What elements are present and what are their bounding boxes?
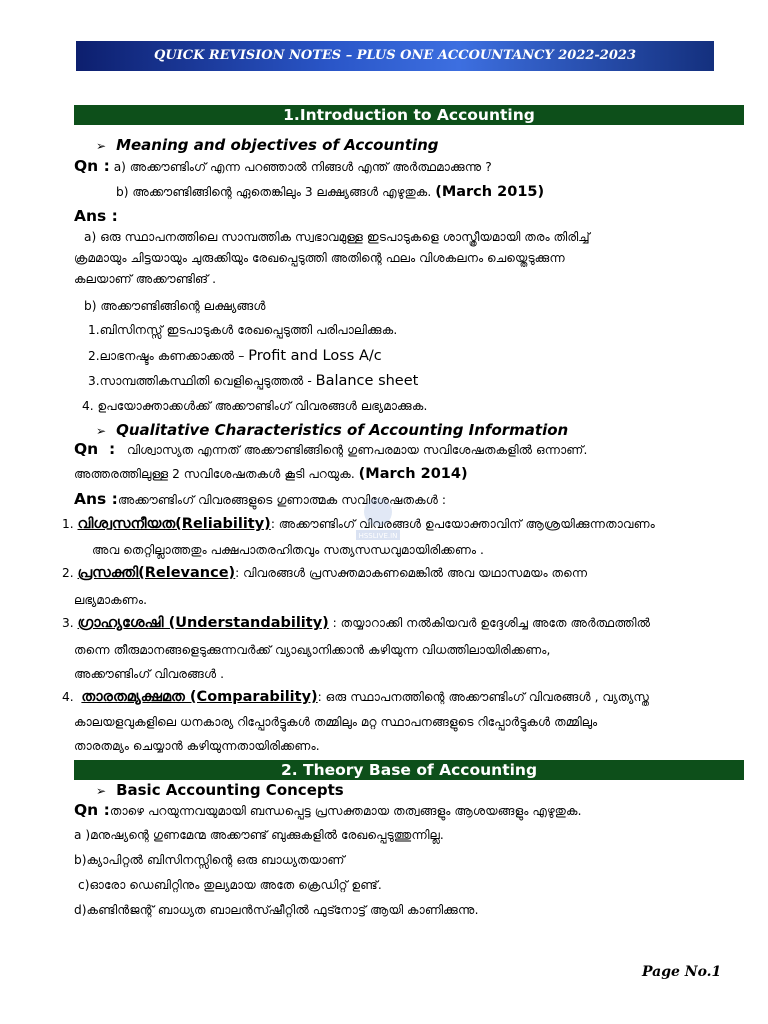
page-number: Page No.1: [642, 964, 722, 980]
arrow-bullet-icon: ➢: [96, 424, 107, 438]
header-banner: QUICK REVISION NOTES – PLUS ONE ACCOUNTANCY 2022-2023: [76, 41, 714, 71]
answer-label-1: Ans :: [74, 207, 118, 225]
section-2-question: Qn :താഴെ പറയുന്നവയുമായി ബന്ധപ്പെട്ട പ്രസക്തമായ തത്വങ്ങളും ആശയങ്ങളും എഴുതുക.: [74, 801, 582, 819]
section-1-title: 1.Introduction to Accounting: [74, 105, 744, 125]
answer-a-line-2: ക്രമമായും ചിട്ടയായും ചുരുക്കിയും രേഖപ്പെടുത്തി അതിന്റെ ഫലം വിശകലനം ചെയ്തെടുക്കുന്ന: [74, 251, 565, 265]
subheading-meaning: ➢ Meaning and objectives of Accounting: [96, 136, 439, 154]
objective-4: 4. ഉപയോക്താക്കൾക്ക് അക്കൗണ്ടിംഗ് വിവരങ്ങൾ ലഭ്യമാക്കുക.: [82, 399, 428, 413]
characteristic-3-line-3: അക്കൗണ്ടിംഗ് വിവരങ്ങൾ .: [74, 667, 225, 681]
characteristic-2-line-2: ലഭ്യമാകണം.: [74, 593, 147, 607]
subheading-qualitative: ➢ Qualitative Characteristics of Accounting Information: [96, 421, 569, 439]
answer-2-heading: Ans :അക്കൗണ്ടിംഗ് വിവരങ്ങളുടെ ഗുണാത്മക സവിശേഷതകൾ :: [74, 490, 446, 508]
characteristic-4: 4. താരതമ്യക്ഷമത (Comparability): ഒരു സ്ഥാപനത്തിന്റെ അക്കൗണ്ടിംഗ് വിവരങ്ങൾ , വ്യത്യസ്ത: [62, 689, 650, 705]
objective-2: 2.ലാഭനഷ്ടം കണക്കാക്കൽ – Profit and Loss A/c: [88, 348, 382, 364]
characteristic-1-line-2: അവ തെറ്റില്ലാത്തതും പക്ഷപാതരഹിതവും സത്യസന്ധവുമായിരിക്കണം .: [92, 543, 484, 557]
question-1b: b) അക്കൗണ്ടിങ്ങിന്റെ ഏതെങ്കിലും 3 ലക്ഷ്യങ്ങൾ എഴുതുക. (March 2015): [116, 184, 545, 200]
question-2-line-1: Qn : വിശ്വാസ്യത എന്നത് അക്കൗണ്ടിങ്ങിന്റെ ഗുണപരമായ സവിശേഷതകളിൽ ഒന്നാണ്.: [74, 440, 588, 458]
concept-c: c)ഓരോ ഡെബിറ്റിനും തുല്യമായ അതേ ക്രെഡിറ്റ് ഉണ്ട്.: [78, 878, 382, 892]
concept-b: b)ക്യാപിറ്റൽ ബിസിനസ്സിന്റെ ഒരു ബാധ്യതയാണ്: [74, 853, 345, 867]
objective-3: 3.സാമ്പത്തികസ്ഥിതി വെളിപ്പെടുത്തൽ - Balance sheet: [88, 373, 419, 389]
characteristic-3-line-2: തന്നെ തീരുമാനങ്ങളെടുക്കുന്നവർക്ക് വ്യാഖ്യാനിക്കാൻ കഴിയുന്ന വിധത്തിലായിരിക്കണം,: [74, 643, 551, 657]
arrow-bullet-icon: ➢: [96, 784, 107, 798]
section-2-title: 2. Theory Base of Accounting: [74, 760, 744, 780]
question-2-line-2: അത്തരത്തിലുള്ള 2 സവിശേഷതകൾ കൂടി പറയുക. (March 2014): [74, 466, 468, 482]
concept-d: d)കണ്ടിൻജന്റ് ബാധ്യത ബാലൻസ്ഷീറ്റിൽ ഫുട്നോട്ട് ആയി കാണിക്കുന്നു.: [74, 903, 479, 917]
concept-a: a )മനുഷ്യന്റെ ഗുണമേന്മ അക്കൗണ്ട് ബുക്കുകളിൽ രേഖപ്പെടുത്തുന്നില്ല.: [74, 828, 444, 842]
question-1a: Qn : a) അക്കൗണ്ടിംഗ് എന്ന പറഞ്ഞാൽ നിങ്ങൾ എന്ത് അർത്ഥമാക്കുന്നു ?: [74, 157, 492, 175]
answer-a-line-3: കലയാണ് അക്കൗണ്ടിങ് .: [74, 272, 216, 286]
arrow-bullet-icon: ➢: [96, 139, 107, 153]
hsslive-watermark-logo: [348, 490, 408, 550]
svg-text:HSSLIVE.IN: HSSLIVE.IN: [358, 532, 398, 540]
objective-1: 1.ബിസിനസ്സ് ഇടപാടുകൾ രേഖപ്പെടുത്തി പരിപാലിക്കുക.: [88, 323, 398, 337]
characteristic-1: 1. വിശ്വസനീയത(Reliability): അക്കൗണ്ടിംഗ് വിവരങ്ങൾ ഉപയോക്താവിന് ആശ്രയിക്കുന്നതാവണം: [62, 516, 655, 532]
characteristic-3: 3. ഗ്രാഹ്യശേഷി (Understandability) : തയ്യാറാക്കി നൽകിയവർ ഉദ്ദേശിച്ച അതേ അർത്ഥത്തിൽ: [62, 615, 651, 631]
characteristic-2: 2. പ്രസക്തി(Relevance): വിവരങ്ങൾ പ്രസക്തമാകണമെങ്കിൽ അവ യഥാസമയം തന്നെ: [62, 565, 588, 581]
answer-b-heading: b) അക്കൗണ്ടിങ്ങിന്റെ ലക്ഷ്യങ്ങൾ: [84, 299, 266, 313]
answer-a-line-1: a) ഒരു സ്ഥാപനത്തിലെ സാമ്പത്തിക സ്വഭാവമുള്ള ഇടപാടുകളെ ശാസ്ത്രീയമായി തരം തിരിച്ച്: [84, 230, 590, 244]
characteristic-4-line-2: കാലയളവുകളിലെ ധനകാര്യ റിപ്പോർട്ടുകൾ തമ്മിലും മറ്റ സ്ഥാപനങ്ങളുടെ റിപ്പോർട്ടുകൾ തമ്മിലും: [74, 715, 598, 729]
characteristic-4-line-3: താരതമ്യം ചെയ്യാൻ കഴിയുന്നതായിരിക്കണം.: [74, 739, 320, 753]
subheading-basic-concepts: ➢ Basic Accounting Concepts: [96, 781, 344, 799]
